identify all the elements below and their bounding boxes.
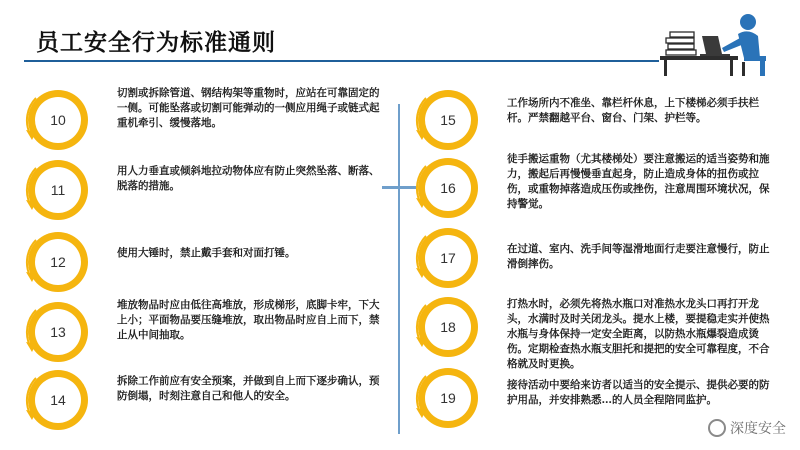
watermark — [708, 418, 786, 438]
divider-tick — [382, 186, 416, 189]
rule-text: 使用大锤时，禁止戴手套和对面打锤。 — [117, 247, 296, 259]
rule-number: 10 — [50, 112, 66, 128]
rule-text: 用人力垂直或倾斜地拉动物体应有防止突然坠落、断落、脱落的措施。 — [117, 165, 380, 192]
worker-at-desk-illustration — [660, 6, 780, 76]
number-badge — [412, 222, 484, 294]
watermark-text: 深度安全 — [730, 421, 786, 437]
rule-text: 拆除工作前应有安全预案，并做到自上而下逐步确认，预防倒塌，时刻注意自己和他人的安全。 — [117, 375, 380, 402]
page-title: 员工安全行为标准通则 — [36, 30, 276, 56]
rule-text: 打热水时，必须先将热水瓶口对准热水龙头口再打开龙头，水满时及时关闭龙头。提水上楼，要提稳走实并使热水瓶与身体保持一定安全距离，以防热水瓶爆裂造成烫伤。定期检查热水瓶支胆托和提把的安全可靠程度，不合格就及时更换。 — [507, 298, 770, 370]
number-badge — [412, 152, 484, 224]
number-badge — [412, 84, 484, 156]
number-badge — [22, 154, 94, 226]
rule-number: 11 — [50, 182, 66, 198]
number-badge — [22, 364, 94, 436]
center-divider — [398, 104, 400, 434]
number-badge — [412, 291, 484, 363]
rule-number: 19 — [440, 390, 456, 406]
rule-text: 在过道、室内、洗手间等湿滑地面行走要注意慢行，防止滑倒摔伤。 — [507, 243, 770, 270]
wechat-logo-icon — [708, 419, 726, 437]
rule-number: 18 — [440, 319, 456, 335]
rule-number: 16 — [440, 180, 456, 196]
title-underline — [24, 60, 659, 62]
rule-text: 接待活动中要给来访者以适当的安全提示、提供必要的防护用品，并安排熟悉…的人员全程陪同监护。 — [507, 379, 770, 406]
rule-number: 14 — [50, 392, 66, 408]
rule-number: 15 — [440, 112, 456, 128]
rule-text: 堆放物品时应由低往高堆放，形成梯形，底脚卡牢，下大上小；平面物品要压缝堆放，取出物品时应自上而下，禁止从中间抽取。 — [117, 299, 380, 341]
number-badge — [22, 226, 94, 298]
rule-number: 17 — [440, 250, 456, 266]
rule-number: 13 — [50, 324, 66, 340]
number-badge — [22, 296, 94, 368]
rule-number: 12 — [50, 254, 66, 270]
rule-text: 徒手搬运重物（尤其楼梯处）要注意搬运的适当姿势和施力，搬起后再慢慢垂直起身，防止造成身体的扭伤或拉伤，或重物掉落造成压伤或挫伤，注意周围环境状况，保持警觉。 — [507, 153, 770, 210]
rule-text: 工作场所内不准坐、靠栏杆休息，上下楼梯必须手扶栏杆。严禁翻越平台、窗台、门架、护栏等。 — [507, 97, 759, 124]
number-badge — [412, 362, 484, 434]
number-badge — [22, 84, 94, 156]
rule-text: 切割或拆除管道、钢结构架等重物时，应站在可靠固定的一侧。可能坠落或切割可能弹动的一侧应用绳子或链式起重机牵引、缓慢落地。 — [117, 87, 380, 129]
